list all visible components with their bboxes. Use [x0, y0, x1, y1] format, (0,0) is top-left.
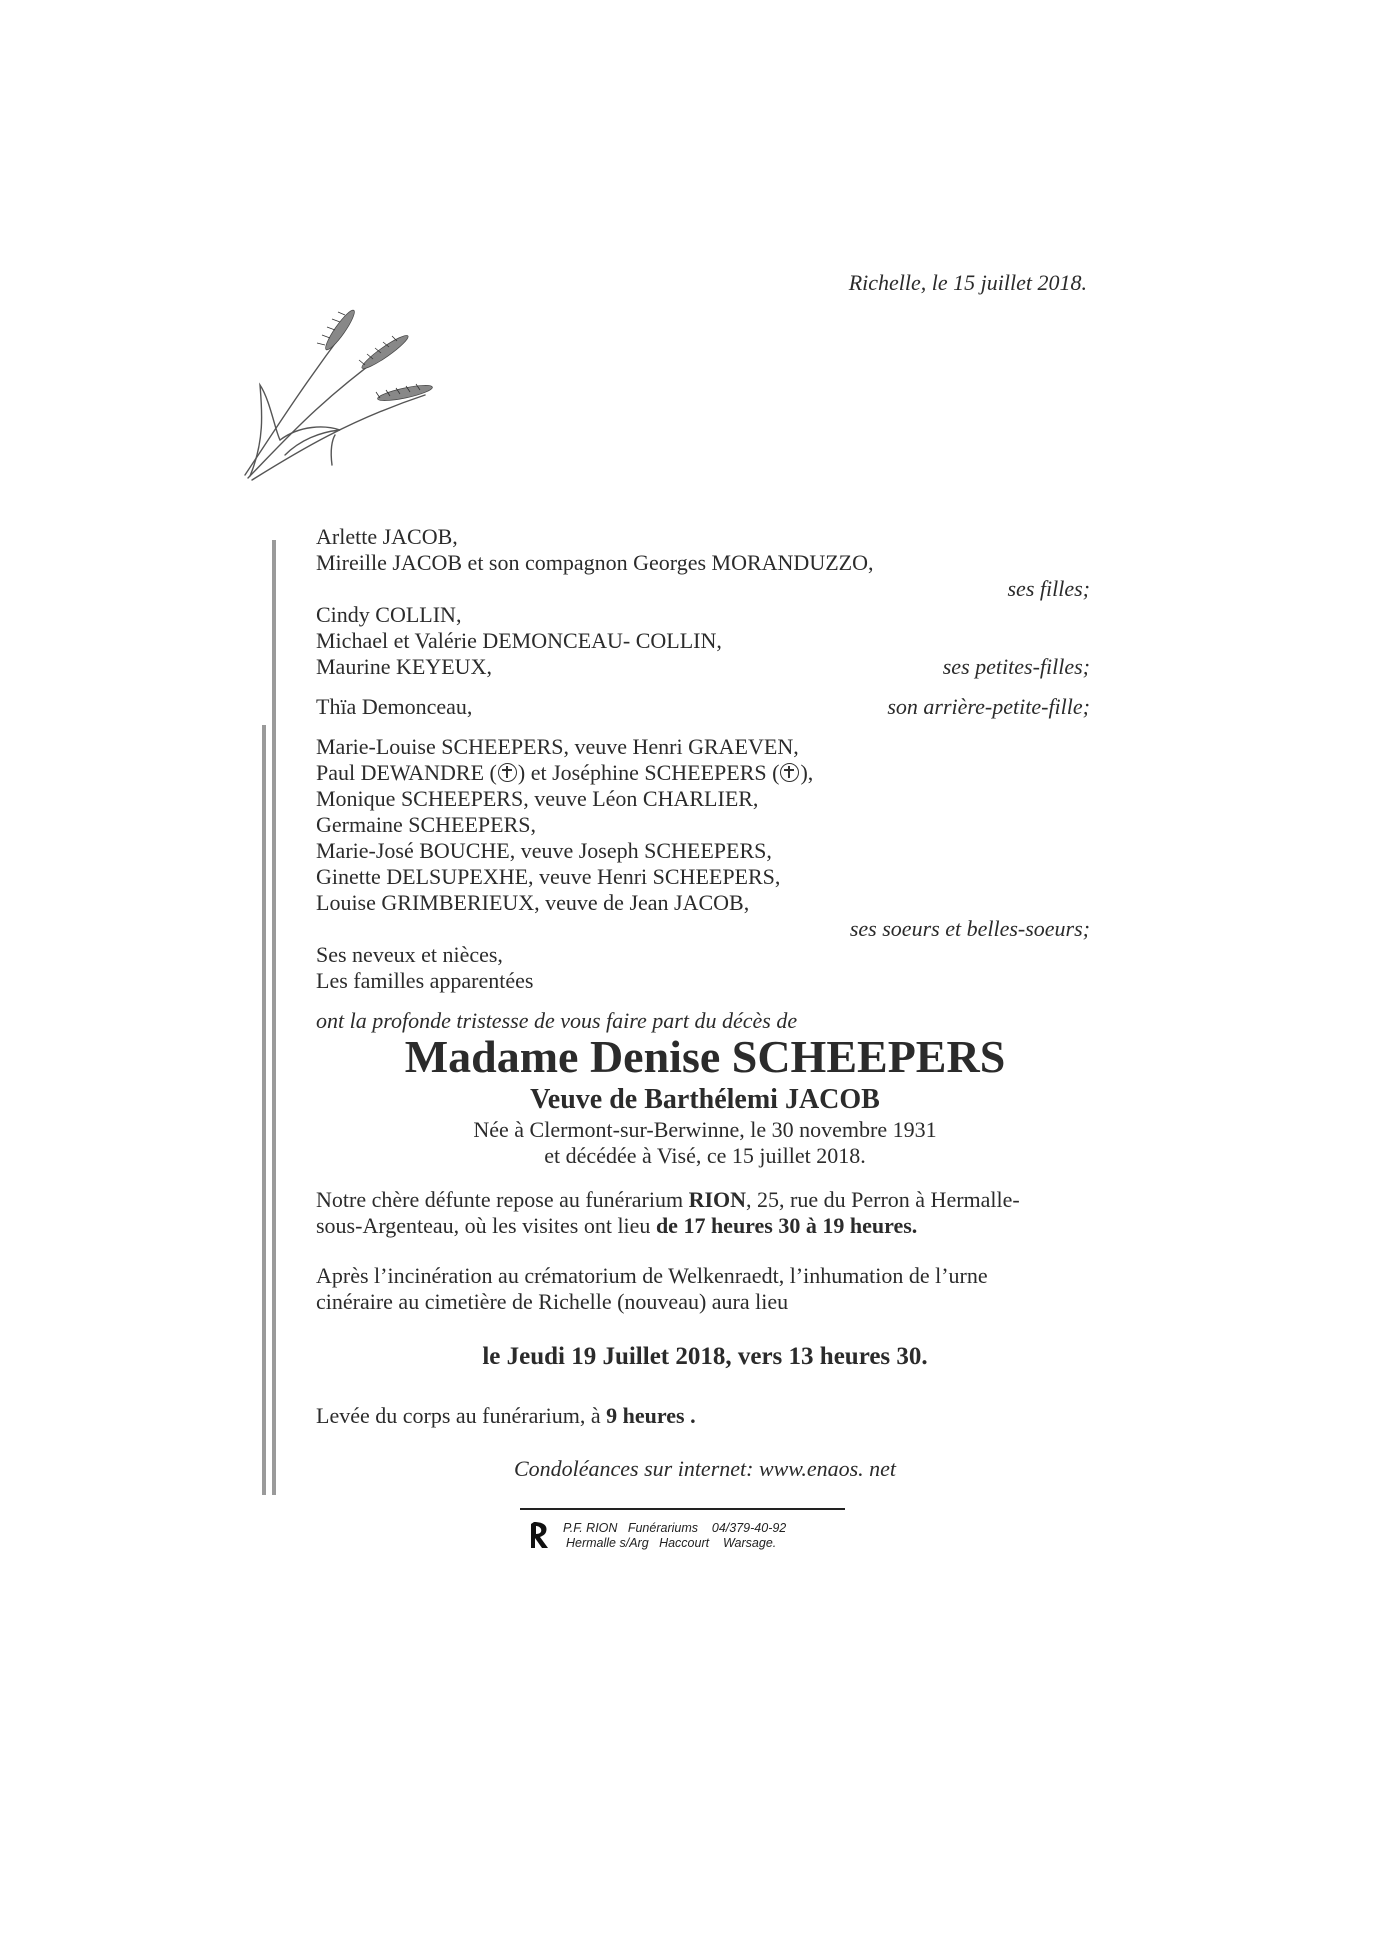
relation-label: son arrière-petite-fille;: [887, 694, 1090, 719]
granddaughter-name: Maurine KEYEUX,: [316, 654, 492, 679]
footer-divider: [520, 1508, 845, 1510]
sister-name: Paul DEWANDRE ( ) et Joséphine SCHEEPERS ( ),: [316, 760, 814, 785]
relation-label: ses soeurs et belles-soeurs;: [849, 916, 1090, 941]
cross-icon: [780, 763, 799, 782]
granddaughter-name: Cindy COLLIN,: [316, 602, 462, 627]
sister-name: Louise GRIMBERIEUX, veuve de Jean JACOB,: [316, 890, 750, 915]
cremation-text: Après l’incinération au crématorium de Welkenraedt, l’inhumation de l’urne: [316, 1263, 988, 1288]
left-decorative-bar-outer: [262, 725, 266, 1495]
condolences-text: Condoléances sur internet: www.enaos. net: [513, 1456, 897, 1481]
place-date: Richelle, le 15 juillet 2018.: [848, 270, 1087, 295]
other-family: Les familles apparentées: [316, 968, 534, 993]
ceremony-date: le Jeudi 19 Juillet 2018, vers 13 heures 30.: [482, 1343, 928, 1370]
footer-locations-line: Hermalle s/Arg Haccourt Warsage.: [566, 1536, 777, 1550]
sister-name: Monique SCHEEPERS, veuve Léon CHARLIER,: [316, 786, 759, 811]
sister-name: Marie-Louise SCHEEPERS, veuve Henri GRAEVEN,: [316, 734, 799, 759]
great-granddaughter-name: Thïa Demonceau,: [316, 694, 473, 719]
cremation-text: cinéraire au cimetière de Richelle (nouveau) aura lieu: [316, 1289, 789, 1314]
cross-icon: [498, 763, 517, 782]
relation-label: ses filles;: [1007, 576, 1090, 601]
repose-text: Notre chère défunte repose au funérarium RION, 25, rue du Perron à Hermalle-: [316, 1187, 1020, 1212]
daughter-name: Mireille JACOB et son compagnon Georges MORANDUZZO,: [316, 550, 874, 575]
repose-text: sous-Argenteau, où les visites ont lieu de 17 heures 30 à 19 heures.: [316, 1213, 918, 1238]
widow-of: Veuve de Barthélemi JACOB: [530, 1084, 880, 1115]
wheat-icon: [240, 290, 440, 490]
death-info: et décédée à Visé, ce 15 juillet 2018.: [544, 1143, 866, 1168]
other-family: Ses neveux et nièces,: [316, 942, 503, 967]
daughter-name: Arlette JACOB,: [316, 524, 458, 549]
footer-company-line: P.F. RION Funérariums 04/379-40-92: [563, 1521, 787, 1535]
left-decorative-bar: [272, 540, 276, 1495]
birth-info: Née à Clermont-sur-Berwinne, le 30 novembre 1931: [473, 1117, 937, 1142]
granddaughter-name: Michael et Valérie DEMONCEAU- COLLIN,: [316, 628, 722, 653]
deceased-name: Madame Denise SCHEEPERS: [404, 1031, 1006, 1082]
announcement-text: ont la profonde tristesse de vous faire part du décès de: [316, 1008, 798, 1033]
sister-name: Germaine SCHEEPERS,: [316, 812, 536, 837]
sister-name: Ginette DELSUPEXHE, veuve Henri SCHEEPERS,: [316, 864, 781, 889]
relation-label: ses petites-filles;: [942, 654, 1090, 679]
levee-text: Levée du corps au funérarium, à 9 heures .: [316, 1403, 696, 1428]
rion-logo-icon: [530, 1520, 552, 1550]
sister-name: Marie-José BOUCHE, veuve Joseph SCHEEPERS,: [316, 838, 772, 863]
